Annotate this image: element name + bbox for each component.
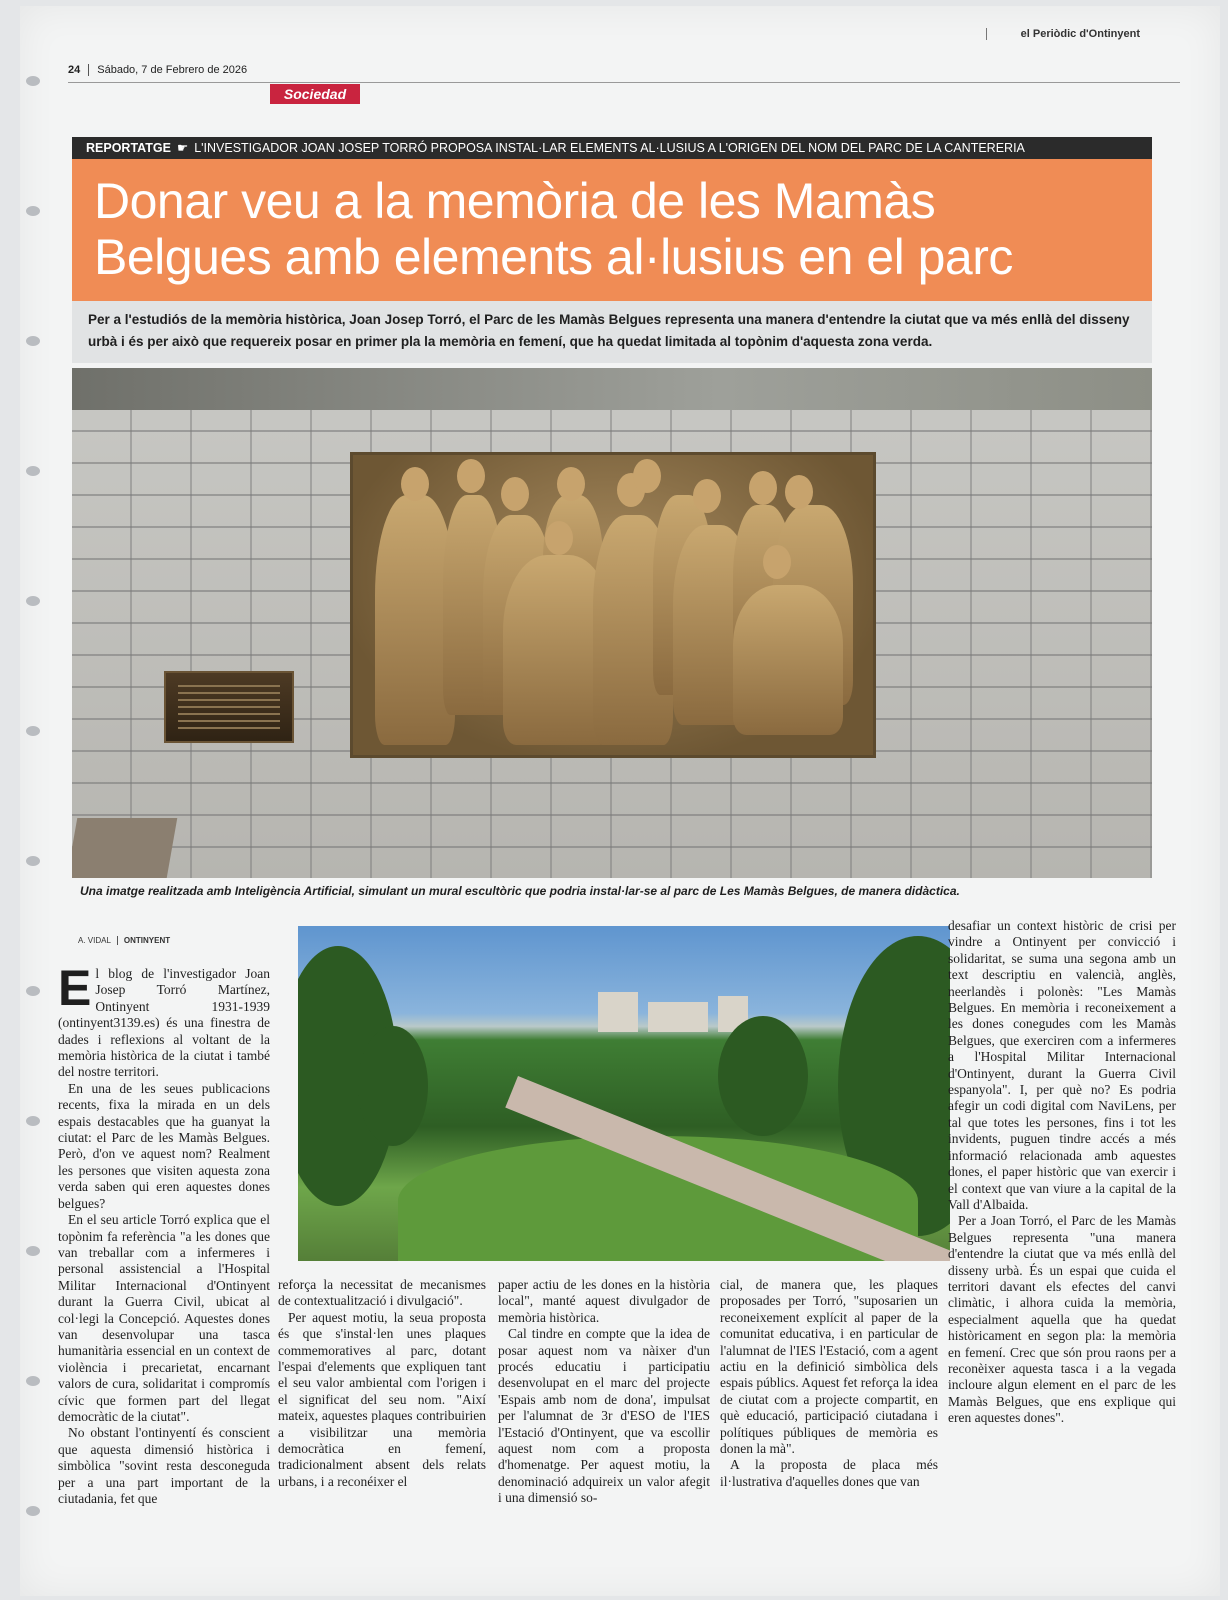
dateline: ONTINYENT: [117, 936, 170, 945]
article-column-2: [278, 1277, 486, 1490]
mural-photo: [72, 368, 1152, 878]
paragraph: Per aquest motiu, la seua proposta és que s'instal·len unes plaques commemoratives al parc, dotant l'espai d'elements que expliquen tant el seu valor ambiental com l'origen i el significat del seu nom. "Així mateix, aquestes plaques contribuirien a visibilitzar una memòria democràtica en femení, tradicionalment absent dels relats urbans, i a reconéixer el: [278, 1309, 486, 1489]
page-number: 24: [68, 64, 89, 76]
paragraph: paper actiu de les dones en la història local", manté aquest divulgador de memòria històrica.: [498, 1277, 710, 1325]
paragraph: cial, de manera que, les plaques proposades per Torró, "suposarien un reconeixement explícit al paper de la comunitat educativa, i en particular de l'alumnat de l'IES l'Estació, com a agent actiu en la definició simbòlica dels espais públics. Aquest fet reforça la idea de ciutat com a projecte compartit, en què educació, participació ciutadana i polítiques públiques de memòria es donen la mà".: [720, 1277, 938, 1457]
kicker-text: L'INVESTIGADOR JOAN JOSEP TORRÓ PROPOSA INSTAL·LAR ELEMENTS AL·LUSIUS A L'ORIGEN DEL NOM DEL PARC DE LA CANTERERIA: [194, 141, 1025, 155]
kicker: [72, 137, 1152, 159]
paragraph: En el seu article Torró explica que el topònim fa referència "a les dones que van treballar com a infermeres i personal assistencial a l'Hospital Militar Internacional d'Ontinyent durant la Guerra Civil, ubicat al col·legi la Concepció. Aquestes dones van desenvolupar una tasca humanitària essencial en un context de violència i precarietat, encarnant valors de cura, solidaritat i compromís cívic que formen part del llegat democràtic de la ciutat".: [58, 1212, 270, 1424]
paragraph: A la proposta de placa més il·lustrativa d'aquelles dones que van: [720, 1457, 938, 1489]
newspaper-page: [20, 6, 1220, 1596]
binder-holes: [26, 66, 46, 1566]
dropcap: E: [58, 960, 92, 1016]
folio: [68, 64, 1180, 83]
masthead: el Periòdic d'Ontinyent: [986, 28, 1140, 40]
author: A. VIDAL: [78, 936, 111, 945]
article-column-1: [58, 960, 270, 1507]
paragraph: desafiar un context històric de crisi per vindre a Ontinyent per convicció i solidaritat, se suma una segona amb un text descriptiu en valencià, anglès, neerlandès i polonès: "Les Mamàs Belgues. En memòria i reconeixement a les dones conegudes com les Mamàs Belgues, que exerciren com a infermeres a l'Hospital Militar Internacional d'Ontinyent, durant la Guerra Civil espanyola". I, per què no? Es podria afegir un codi digital com NaviLens, per tal que totes les persones, fins i tot les invidents, puguen tindre accés a més informació relacionada amb aquestes dones, el paper històric que van exercir i el context que van viure a la capital de la Vall d'Albaida.: [948, 918, 1176, 1212]
kicker-label: REPORTATGE: [86, 141, 171, 155]
mural-background: [72, 368, 1152, 410]
paragraph: Per a Joan Torró, el Parc de les Mamàs Belgues representa "una manera d'entendre la ciutat que va més enllà del disseny urbà. És un espai que cuida el territori davant els efectes del canvi climàtic, i alhora cuida la memòria, especialment aquella que ha quedat històricament en segon pla: la memòria en femení. Crec que són prou raons per a reconèixer aquesta tasca i a la vegada incloure algun element en el parc de les Mamàs Belgues, que ens explique qui eren aquestes dones".: [948, 1213, 1176, 1426]
headline-line-1: Donar veu a la memòria de les Mamàs: [94, 173, 936, 229]
sculptural-relief: [350, 452, 876, 758]
paragraph: reforça la necessitat de mecanismes de contextualització i divulgació".: [278, 1277, 486, 1309]
issue-date: Sábado, 7 de Febrero de 2026: [97, 64, 248, 76]
headline-line-2: Belgues amb elements al·lusius en el parc: [94, 229, 1013, 285]
article-column-4: [720, 1277, 938, 1490]
article-column-3: [498, 1277, 710, 1507]
park-photo: [298, 926, 950, 1261]
paragraph: l blog de l'investigador Joan Josep Torró Martínez, Ontinyent 1931-1939 (ontinyent3139.es) és una finestra de dades i reflexions al voltant de la memòria històrica de la ciutat i també del nostre territori.: [58, 966, 270, 1080]
mural-caption: Una imatge realitzada amb Inteligència Artificial, simulant un mural escultòric que podria instal·lar-se al parc de Les Mamàs Belgues, de manera didàctica.: [80, 884, 960, 898]
pointing-hand-icon: ☛: [176, 141, 189, 155]
paragraph: No obstant l'ontinyentí és conscient que aquesta dimensió històrica i simbòlica "sovint resta desconeguda per a una part important de la ciutadania, fet que: [58, 1425, 270, 1506]
headline: [72, 159, 1152, 301]
paragraph: Cal tindre en compte que la idea de posar aquest nom va nàixer d'un procés educatiu i participatiu desenvolupat en el marc del projecte 'Espais amb nom de dona', impulsat per l'alumnat de 3r d'ESO de l'IES l'Estació d'Ontinyent, que va escollir aquest nom com a proposta d'homenatge. Per aquest motiu, la denominació adquireix un valor afegit i una dimensió so-: [498, 1326, 710, 1506]
bronze-plaque: [164, 671, 294, 743]
article-column-5: [948, 918, 1176, 1427]
byline: [78, 936, 278, 945]
lead-paragraph: Per a l'estudiós de la memòria històrica, Joan Josep Torró, el Parc de les Mamàs Belgues representa una manera d'entendre la ciutat que va més enllà del disseny urbà i és per això que requereix posar en primer pla la memòria en femení, que ha quedat limitada al topònim d'aquesta zona verda.: [72, 301, 1152, 363]
paragraph: En una de les seues publicacions recents, fixa la mirada en un dels espais destacables que ha guanyat la ciutat: el Parc de les Mamàs Belgues. Però, d'on ve aquest nom? Realment les persones que visiten aquesta zona verda saben qui eren aquestes dones belgues?: [58, 1080, 270, 1211]
bench: [72, 818, 177, 878]
section-tag: Sociedad: [270, 84, 360, 104]
